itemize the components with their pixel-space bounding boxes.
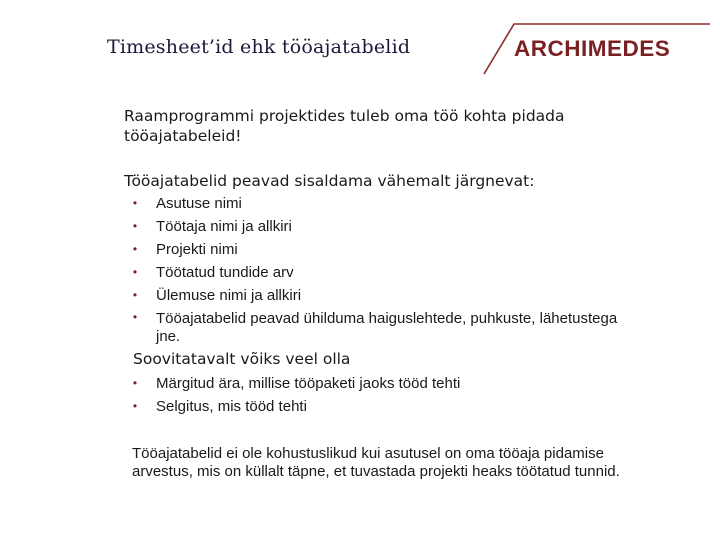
list-item-text: Töötaja nimi ja allkiri (156, 218, 292, 235)
list-item-text: Märgitud ära, millise tööpaketi jaoks tööd tehti (156, 375, 461, 392)
required-heading: Tööajatabelid peavad sisaldama vähemalt järgnevat: (124, 172, 535, 190)
list-item-text: Tööajatabelid peavad ühilduma haiguslehtede, puhkuste, lähetustega jne. (156, 310, 618, 345)
footer-paragraph: Tööajatabelid ei ole kohustuslikud kui asutusel on oma tööaja pidamise arvestus, mis on küllalt täpne, et tuvastada projekti heaks töötatud tunnid. (132, 445, 620, 480)
bullet-icon: • (132, 265, 138, 279)
intro-paragraph: Raamprogrammi projektides tuleb oma töö kohta pidada tööajatabeleid! (124, 107, 565, 145)
archimedes-logo (480, 22, 710, 76)
recommended-list (130, 372, 630, 418)
list-item (130, 215, 630, 238)
required-list (130, 192, 630, 346)
list-item (130, 238, 630, 261)
bullet-icon: • (132, 219, 138, 233)
bullet-icon: • (132, 310, 138, 324)
bullet-icon: • (132, 376, 138, 390)
bullet-icon: • (132, 242, 138, 256)
list-item-text: Asutuse nimi (156, 195, 242, 212)
list-item (130, 395, 630, 418)
list-item (130, 261, 630, 284)
logo-text: ARCHIMEDES (514, 36, 671, 61)
list-item (130, 284, 630, 307)
bullet-icon: • (132, 399, 138, 413)
list-item-text: Ülemuse nimi ja allkiri (156, 287, 302, 304)
list-item-text: Selgitus, mis tööd tehti (156, 398, 307, 415)
recommended-heading: Soovitatavalt võiks veel olla (133, 350, 351, 368)
bullet-icon: • (132, 196, 138, 210)
list-item (130, 307, 630, 346)
bullet-icon: • (132, 288, 138, 302)
list-item (130, 372, 630, 395)
list-item-text: Töötatud tundide arv (156, 264, 294, 281)
page-title: Timesheet’id ehk tööajatabelid (107, 36, 411, 58)
list-item-text: Projekti nimi (156, 241, 238, 258)
list-item (130, 192, 630, 215)
